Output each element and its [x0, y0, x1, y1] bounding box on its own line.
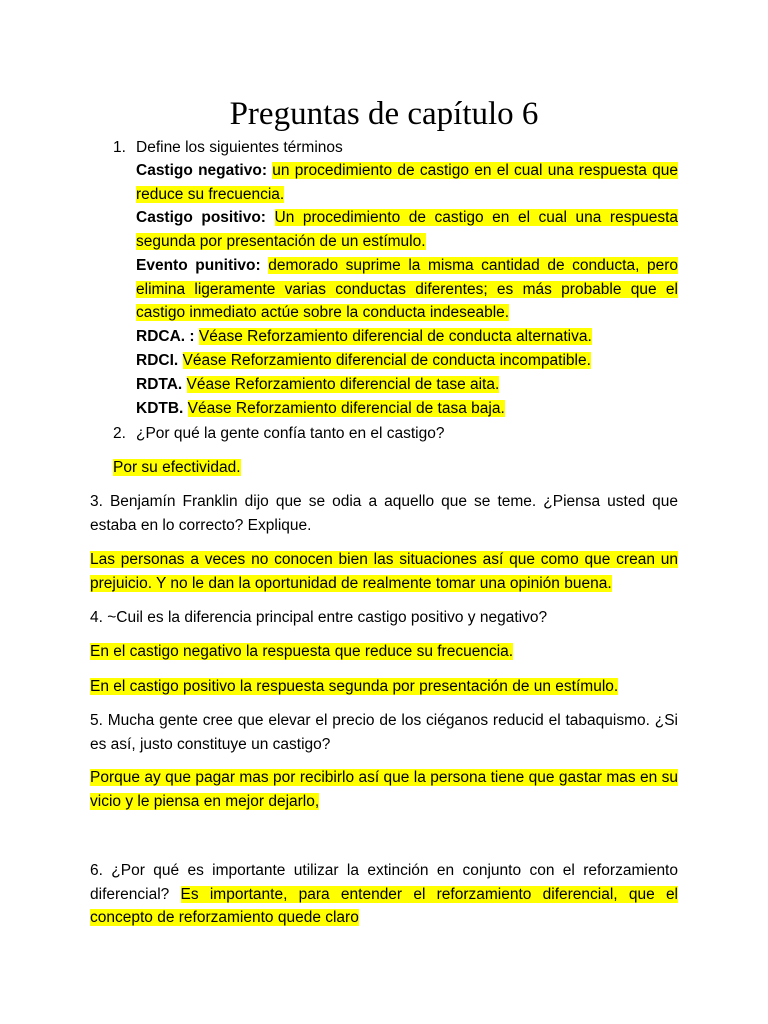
q2-question: ¿Por qué la gente confía tanto en el castigo? [136, 425, 445, 442]
q6-answer: Es importante, para entender el reforzamiento diferencial, que el concepto de reforzamiento quede claro [90, 885, 679, 926]
term-rdca [136, 325, 678, 349]
q4-answer-2 [90, 675, 678, 699]
q3-question: 3. Benjamín Franklin dijo que se odia a aquello que se teme. ¿Piensa usted que estaba en lo correcto? Explique. [90, 493, 678, 534]
term-definition: Véase Reforzamiento diferencial de conducta alternativa. [198, 328, 592, 345]
q5-question: 5. Mucha gente cree que elevar el precio de los ciéganos reducid el tabaquismo. ¿Si es así, justo constituye un castigo? [90, 712, 678, 753]
term-definition: Véase Reforzamiento diferencial de conducta incompatible. [182, 352, 591, 369]
term-label: Evento punitivo: [136, 257, 261, 274]
q3-answer [90, 548, 678, 595]
term-label: Castigo positivo: [136, 209, 266, 226]
term-castigo-positivo [136, 206, 678, 253]
term-castigo-negativo [136, 159, 678, 206]
q1-number: 1. [113, 139, 126, 156]
term-label: KDTB. [136, 400, 184, 417]
term-label: RDCA. : [136, 328, 195, 345]
term-rdci [136, 349, 678, 373]
term-evento-punitivo [136, 254, 678, 325]
answer-text: En el castigo negativo la respuesta que reduce su frecuencia. [90, 643, 514, 660]
q1-question: Define los siguientes términos [136, 139, 343, 156]
answer-text: Porque ay que pagar mas por recibirlo así que la persona tiene que gastar mas en su vicio y le piensa en mejor dejarlo, [90, 769, 678, 810]
answer-text: En el castigo positivo la respuesta segunda por presentación de un estímulo. [90, 678, 619, 695]
answer-text: Por su efectividad. [113, 459, 241, 476]
q4-question: 4. ~Cuil es la diferencia principal entre castigo positivo y negativo? [90, 609, 548, 626]
q2-number: 2. [113, 425, 126, 442]
answer-text: Las personas a veces no conocen bien las situaciones así que como que crean un prejuicio. Y no le dan la oportunidad de realmente tomar una opinión buena. [90, 551, 678, 592]
term-definition: Un procedimiento de castigo en el cual una respuesta segunda por presentación de un estímulo. [136, 209, 678, 250]
term-label: RDCI. [136, 352, 179, 369]
q5-answer [90, 766, 678, 813]
term-definition: demorado suprime la misma cantidad de conducta, pero elimina ligeramente varias conductas diferentes; es más probable que el castigo inmediato actúe sobre la conducta indeseable. [136, 257, 678, 321]
term-label: RDTA. [136, 376, 183, 393]
term-kdtb [136, 397, 678, 421]
term-definition: Véase Reforzamiento diferencial de tase aita. [186, 376, 500, 393]
q4-answer-1 [90, 640, 678, 664]
term-definition: Véase Reforzamiento diferencial de tasa baja. [187, 400, 505, 417]
q6-question: 6. ¿Por qué es importante utilizar la extinción en conjunto con el reforzamiento diferencial? [90, 862, 678, 903]
term-label: Castigo negativo: [136, 162, 267, 179]
term-rdta [136, 373, 678, 397]
term-definition: un procedimiento de castigo en el cual una respuesta que reduce su frecuencia. [136, 162, 678, 203]
q6-block [90, 859, 678, 930]
page-title: Preguntas de capítulo 6 [229, 96, 539, 132]
q2-answer [113, 456, 701, 480]
